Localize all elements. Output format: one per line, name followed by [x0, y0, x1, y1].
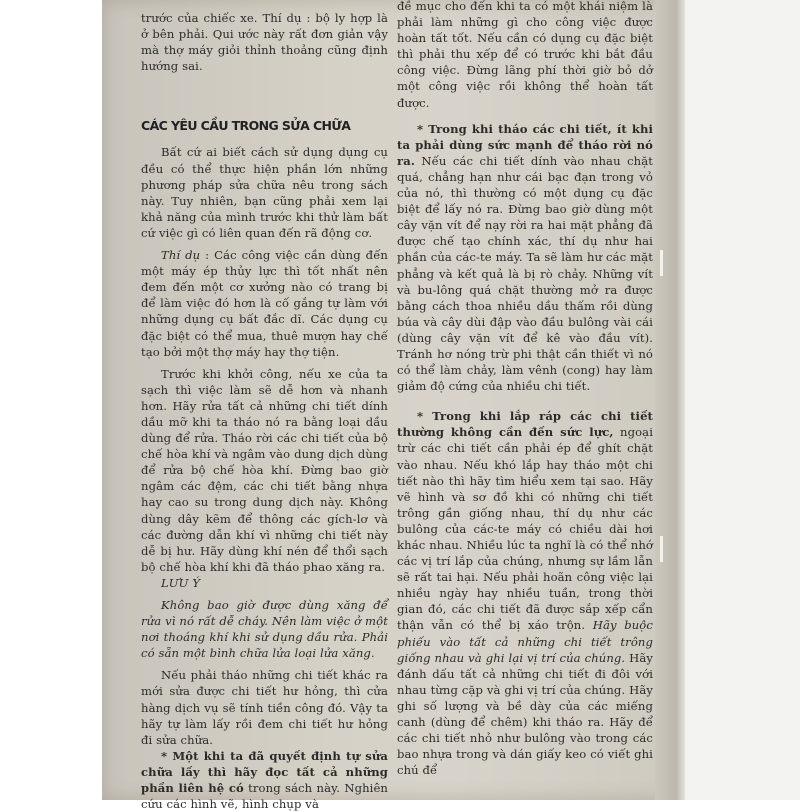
- right-column: [397, 0, 653, 778]
- paragraph-text: ngoại trừ các chi tiết cần phải ép để ghít chặt vào nhau. Nếu khó lắp hay tháo một chi tiết nào thì hãy tìm hiểu xem tại sao. Hãy vẽ hình và sơ đồ khi có những chi tiết trông gần giống nhau, thí dụ như các bulông của các-te máy có chiều dài hơi khác nhau. Nhiều lúc ta nghĩ là có thể nhớ các vị trí lắp của chúng, nhưng sự lầm lẫn sẽ rất tai hại. Nếu phải hoãn công việc lại nhiều ngày hay nhiều tuần, trong thời gian đó, các chi tiết đã được sắp xếp cẩn thận vẫn có thể bị xáo trộn.: [397, 425, 653, 633]
- intro-paragraph: trước của chiếc xe. Thí dụ : bộ ly hợp là ở bên phải. Qui ước này rất đơn giản vậy mà thợ máy giỏi thỉnh thoảng cũng định hướng sai.: [141, 11, 388, 74]
- binding-stitch: [660, 250, 663, 276]
- note-label: LƯU Ý: [161, 575, 201, 590]
- paragraph-text: Hãy đánh dấu tất cả những chi tiết đi đôi với nhau từng cặp và ghi vị trí của chúng. Hãy ghi số lượng và bề dày của các miếng canh (dùng để chêm) khi tháo ra. Hãy để các chi tiết nhỏ như bulông vào trong các bao nhựa trong và dán giấy keo có viết ghi chú để: [397, 650, 653, 778]
- paragraph: Bất cứ ai biết cách sử dụng dụng cụ đều có thể thực hiện phần lớn những phương pháp sửa chữa nêu trong sách này. Tuy nhiên, bạn cũng phải xem lại khả năng của mình trước khi thử làm bất cứ việc gì có liên quan đến rã động cơ.: [141, 145, 388, 240]
- left-column: [141, 10, 388, 812]
- paragraph: [141, 247, 388, 360]
- paragraph: đề mục cho đến khi ta có một khái niệm là phải làm những gì cho công việc được hoàn tất tốt. Nếu cần có dụng cụ đặc biệt thì phải thu xếp để có trước khi bắt đầu công việc. Đừng lãng phí thời giờ bỏ dở một công việc rồi không thể hoàn tất được.: [397, 0, 653, 110]
- italic-text: Hãy buộc phiếu vào tất cả những chi tiết trông giống nhau và ghi lại vị trí của chúng.: [397, 618, 653, 665]
- binding-stitch: [660, 536, 663, 562]
- note-text: Không bao giờ được dùng xăng để rửa vì nó rất dễ cháy. Nên làm việc ở một nơi thoáng khí khi sử dụng dầu rửa. Phải có sẵn một bình chữa lửa loại lửa xăng.: [141, 598, 388, 661]
- bold-lead: * Một khi ta đã quyết định tự sửa chữa lấy thì hãy đọc tất cả những phần liên hệ có: [141, 748, 388, 796]
- paragraph: [397, 121, 653, 395]
- paragraph-text: : Các công việc cần dùng đến một máy ép thủy lực thì tốt nhất nên đem đến một cơ xưởng nào có trang bị để làm việc đó hơn là cố gắng tự làm với những dụng cụ bất đắc dĩ. Các dụng cụ đặc biệt có thể mua, thuê mượn hay chế tạo bởi một thợ máy hay thợ tiện.: [141, 248, 388, 359]
- paragraph: Trước khi khởi công, nếu xe của ta sạch thì việc làm sẽ dễ hơn và nhanh hơn. Hãy rửa tất cả những chi tiết dính dầu mỡ khi ta tháo nó ra bằng loại dầu dùng để rửa. Tháo rời các chi tiết của bộ chế hòa khí và ngâm vào dung dịch dùng để rửa bộ chế hòa khí. Đừng bao giờ ngâm các đệm, các chi tiết bằng nhựa hay cao su trong dung dịch này. Không dùng dây kẽm để thông các gích-lơ và các đường dẫn khí vì những chi tiết này dễ bị hư. Hãy dùng khí nén để thổi sạch bộ chế hòa khí khi đã tháo phao xăng ra.: [141, 366, 388, 574]
- background-left: [0, 0, 103, 800]
- paragraph: [397, 408, 653, 778]
- section-heading: CÁC YÊU CẦU TRONG SỬA CHỮA: [141, 118, 351, 134]
- background-right: [682, 0, 800, 800]
- example-lead: Thí dụ: [161, 248, 201, 263]
- paragraph: [141, 748, 388, 812]
- paragraph-text: trong sách này. Nghiên cứu các hình vẽ, hình chụp và: [141, 781, 388, 812]
- paragraph: Nếu phải tháo những chi tiết khác ra mới sửa được chi tiết hư hỏng, thì cửa hàng dịch vụ sẽ tính tiền công đó. Vậy ta hãy tự làm lấy rồi đem chi tiết hư hỏng đi sửa chữa.: [141, 668, 388, 747]
- bold-lead: * Trong khi tháo các chi tiết, ít khi ta phải dùng sức mạnh để tháo rời nó ra.: [397, 121, 653, 168]
- bold-lead: * Trong khi lắp ráp các chi tiết thường không cần đến sức lực,: [397, 409, 653, 440]
- paragraph-text: Nếu các chi tiết dính vào nhau chặt quá, chẳng hạn như cái bạc đạn trong vỏ của nó, thì thường có một dụng cụ đặc biệt để lấy nó ra. Đừng bao giờ dùng một cây vặn vít để nạy rời ra hai mặt phẳng đã được chế tạo chính xác, thí dụ như hai phần của các-te máy. Ta sẽ làm hư các mặt phẳng và kết quả là bị rò chảy. Những vít và bu-lông quá chặt thường mở ra được bằng cách thoa nhiều dầu thấm rồi dùng búa và cây dùi đập vào đầu bulông vài cái (dùng cây vặn vít để kê vào đầu vít). Tránh hơ nóng trừ phi thật cần thiết vì nó có thể làm chảy, làm vênh (cong) hay làm giảm độ cứng của nhiều chi tiết.: [397, 153, 653, 394]
- page-edge: [655, 0, 685, 800]
